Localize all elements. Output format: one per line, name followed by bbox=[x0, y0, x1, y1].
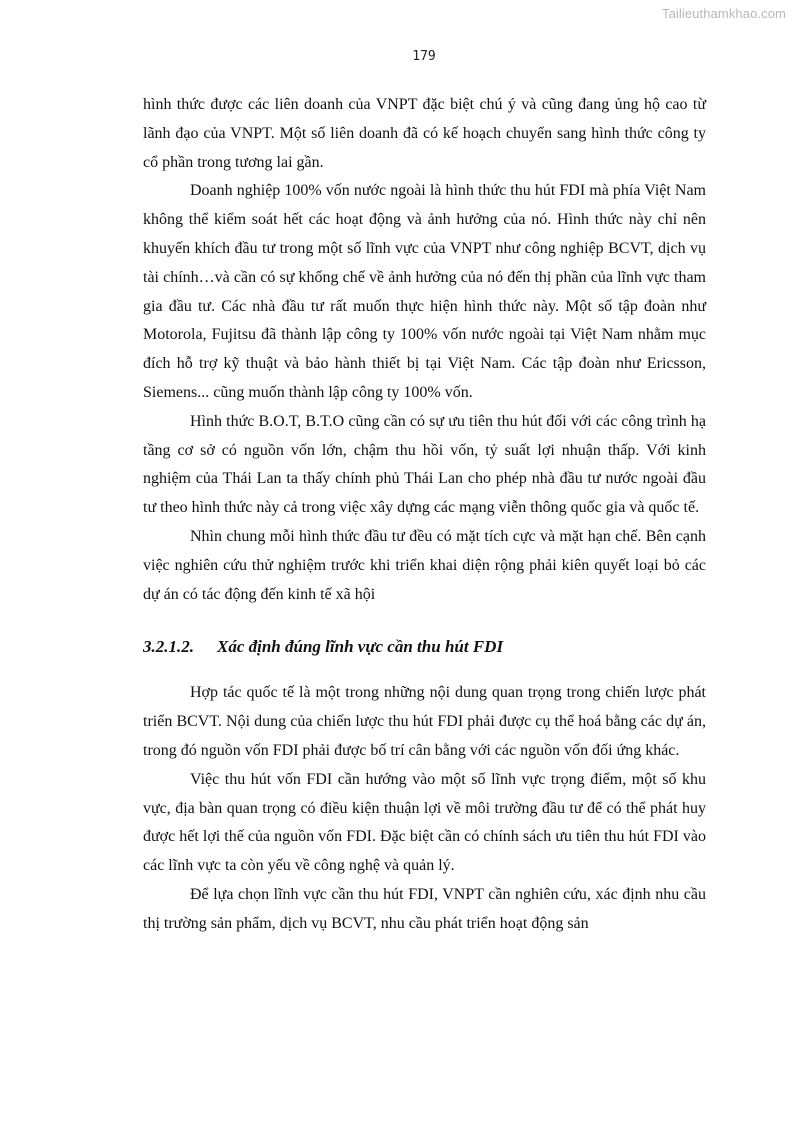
paragraph-continuation: hình thức được các liên doanh của VNPT đặc biệt chú ý và cũng đang ủng hộ cao từ lãnh đạo của VNPT. Một số liên doanh đã có kế hoạch chuyển sang hình thức công ty cổ phần trong tương lai gần. bbox=[143, 96, 706, 171]
paragraph-foreign-owned: Doanh nghiệp 100% vốn nước ngoài là hình thức thu hút FDI mà phía Việt Nam không thể kiểm soát hết các hoạt động và ảnh hưởng của nó. Hình thức này chỉ nên khuyến khích đầu tư trong một số lĩnh vực của VNPT như công nghiệp BCVT, dịch vụ tài chính…và cần có sự khống chế về ảnh hưởng của nó đến thị phần của lĩnh vực tham gia đầu tư. Các nhà đầu tư rất muốn thực hiện hình thức này. Một số tập đoàn như Motorola, Fujitsu đã thành lập công ty 100% vốn nước ngoài tại Việt Nam nhằm mục đích hỗ trợ kỹ thuật và bảo hành thiết bị tại Việt Nam. Các tập đoàn như Ericsson, Siemens... cũng muốn thành lập công ty 100% vốn. bbox=[143, 182, 706, 401]
paragraph-overview: Nhìn chung mỗi hình thức đầu tư đều có mặt tích cực và mặt hạn chế. Bên cạnh việc nghiên cứu thử nghiệm trước khi triển khai diện rộng phải kiên quyết loại bỏ các dự án có tác động đến kinh tế xã hội bbox=[143, 527, 706, 603]
site-watermark: Tailieuthamkhao.com bbox=[661, 6, 786, 21]
page-number: 179 bbox=[412, 49, 436, 64]
section-number: 3.2.1.2. bbox=[143, 637, 194, 657]
document-body bbox=[143, 91, 706, 939]
section-heading bbox=[143, 633, 706, 661]
paragraph-international-cooperation: Hợp tác quốc tế là một trong những nội dung quan trọng trong chiến lược phát triển BCVT. Nội dung của chiến lược thu hút FDI phải được cụ thể hoá bằng các dự án, trong đó nguồn vốn FDI phải được bố trí cân bằng với các nguồn vốn đối ứng khác. bbox=[143, 684, 706, 759]
paragraph-sector-selection: Để lựa chọn lĩnh vực cần thu hút FDI, VNPT cần nghiên cứu, xác định nhu cầu thị trường sản phẩm, dịch vụ BCVT, nhu cầu phát triển hoạt động sản bbox=[143, 885, 706, 932]
paragraph-bot-bto: Hình thức B.O.T, B.T.O cũng cần có sự ưu tiên thu hút đối với các công trình hạ tầng cơ sở có nguồn vốn lớn, chậm thu hồi vốn, tỷ suất lợi nhuận thấp. Với kinh nghiệm của Thái Lan ta thấy chính phủ Thái Lan cho phép nhà đầu tư nước ngoài đầu tư theo hình thức này cả trong việc xây dựng các mạng viễn thông quốc gia và quốc tế. bbox=[143, 412, 706, 517]
paragraph-key-sectors: Việc thu hút vốn FDI cần hướng vào một số lĩnh vực trọng điểm, một số khu vực, địa bàn quan trọng có điều kiện thuận lợi về môi trường đầu tư để có thể phát huy được hết lợi thế của nguồn vốn FDI. Đặc biệt cần có chính sách ưu tiên thu hút FDI vào các lĩnh vực ta còn yếu về công nghệ và quản lý. bbox=[143, 770, 706, 875]
section-title: Xác định đúng lĩnh vực cần thu hút FDI bbox=[217, 637, 504, 657]
